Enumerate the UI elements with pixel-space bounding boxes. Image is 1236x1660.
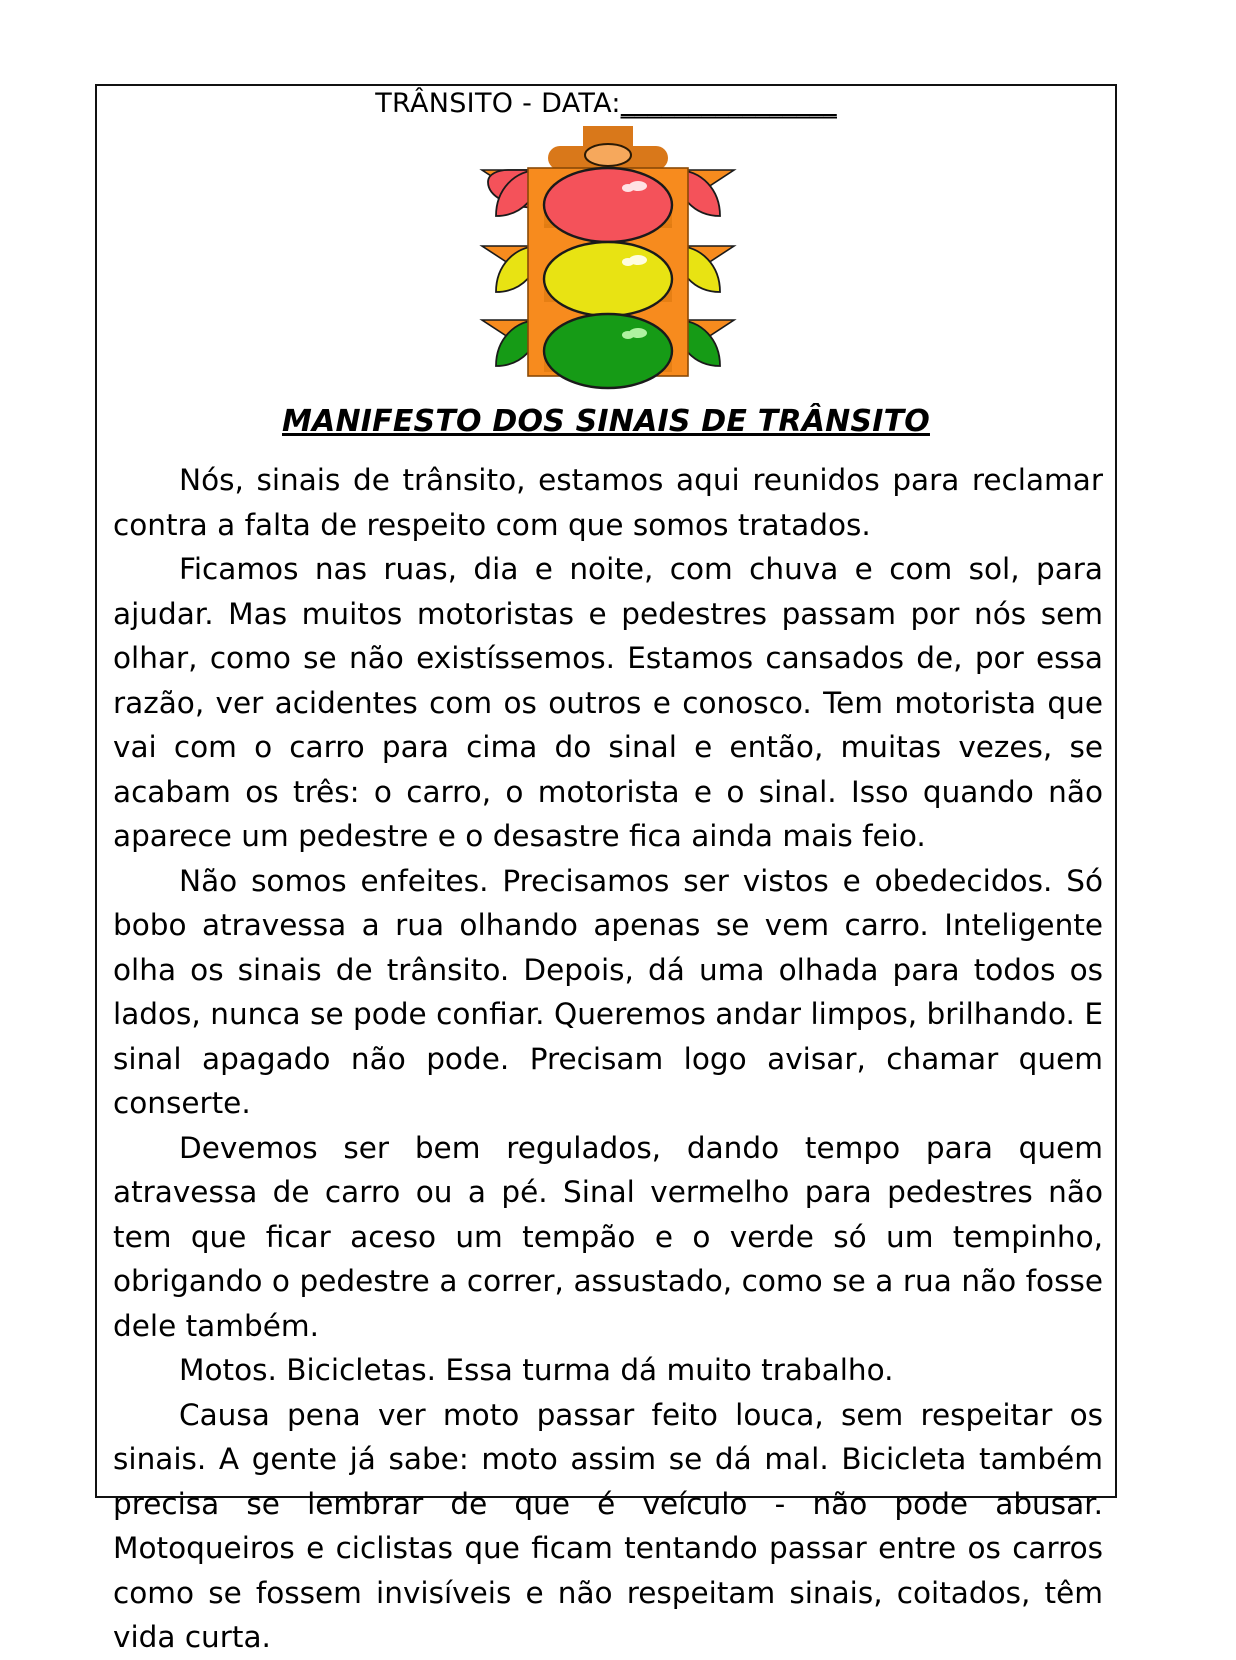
header-date-line bbox=[97, 88, 1115, 119]
paragraph: Causa pena ver moto passar feito louca, sem respeitar os sinais. A gente já sabe: moto assim se dá mal. Bicicleta também precisa se lembrar de que é veículo - não pode abusar. Motoqueiros e ciclistas que ficam tentando passar entre os carros como se fossem invisíveis e não respeitam sinais, coitados, têm vida curta. bbox=[113, 1397, 1103, 1654]
document-body bbox=[113, 458, 1103, 1660]
document-page bbox=[95, 84, 1117, 1654]
lamp-green bbox=[544, 314, 672, 388]
paragraph: Não somos enfeites. Precisamos ser vistos e obedecidos. Só bobo atravessa a rua olhando apenas se vem carro. Inteligente olha os sinais de trânsito. Depois, dá uma olhada para todos os lados, nunca se pode confiar. Queremos andar limpos, brilhando. E sinal apagado não pode. Precisam logo avisar, chamar quem conserte. bbox=[113, 863, 1103, 1120]
page-title: MANIFESTO DOS SINAIS DE TRÂNSITO bbox=[282, 404, 930, 439]
lamp-yellow bbox=[544, 242, 672, 316]
traffic-light-ornament bbox=[548, 126, 668, 170]
paragraph: Motos. Bicicletas. Essa turma dá muito trabalho. bbox=[179, 1353, 894, 1387]
header-label: TRÂNSITO - DATA: bbox=[375, 88, 621, 119]
lamp-red bbox=[544, 168, 672, 242]
traffic-light-icon bbox=[448, 124, 768, 424]
paragraph: Ficamos nas ruas, dia e noite, com chuva e com sol, para ajudar. Mas muitos motoristas e pedestres passam por nós sem olhar, como se não existíssemos. Estamos cansados de, por essa razão, ver acidentes com os outros e conosco. Tem motorista que vai com o carro para cima do sinal e então, muitas vezes, se acabam os três: o carro, o motorista e o sinal. Isso quando não aparece um pedestre e o desastre fica ainda mais feio. bbox=[113, 552, 1103, 853]
traffic-light-illustration bbox=[97, 124, 1115, 424]
date-blank-field: ________________ bbox=[620, 88, 837, 119]
paragraph: Devemos ser bem regulados, dando tempo para quem atravessa de carro ou a pé. Sinal vermelho para pedestres não tem que ficar aceso um tempão e o verde só um tempinho, obrigando o pedestre a correr, assustado, como se a rua não fosse dele também. bbox=[113, 1130, 1103, 1343]
paragraph: Nós, sinais de trânsito, estamos aqui reunidos para reclamar contra a falta de respeito com que somos tratados. bbox=[113, 463, 1103, 542]
